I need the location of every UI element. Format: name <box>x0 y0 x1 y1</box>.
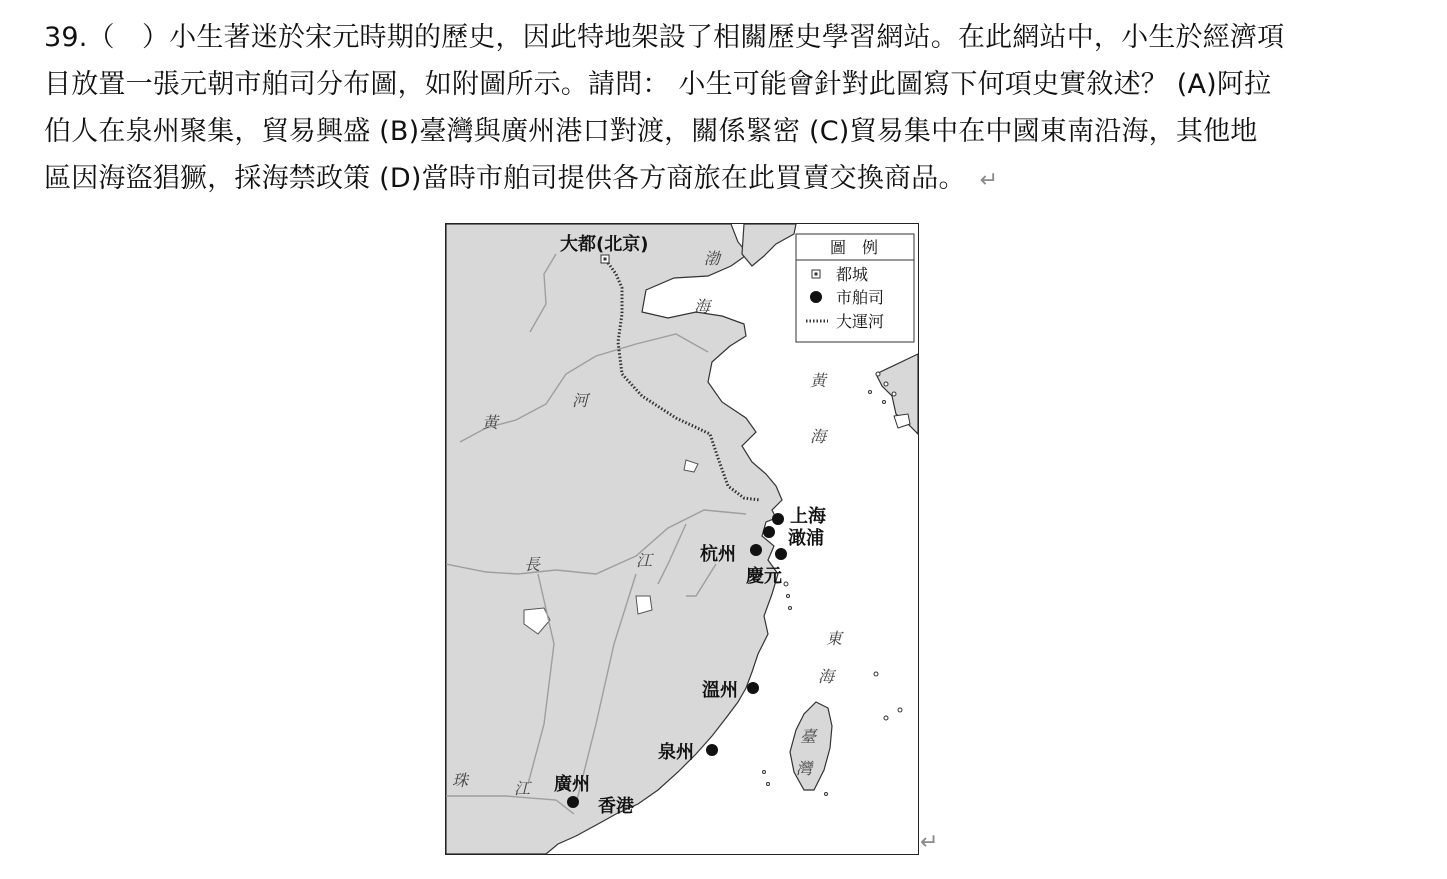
label-hangzhou: 杭州 <box>700 544 736 565</box>
label-ganpu: 澉浦 <box>788 528 824 549</box>
map-return-mark: ↵ <box>920 830 939 855</box>
legend-title: 圖 例 <box>830 238 879 257</box>
label-dadu: 大都(北京) <box>560 234 649 255</box>
label-taiwan-2: 灣 <box>796 759 813 778</box>
port-hangzhou <box>750 544 762 556</box>
label-yellow-sea-2: 海 <box>810 427 827 446</box>
land-mass <box>446 224 782 854</box>
label-shanghai: 上海 <box>790 506 826 527</box>
label-yellow-sea-1: 黃 <box>810 371 827 390</box>
map-figure <box>446 224 918 854</box>
port-ganpu <box>763 526 775 538</box>
map-legend <box>796 234 914 342</box>
yuan-port-office-map <box>445 223 919 855</box>
label-yellow-river-1: 黃 <box>482 413 499 432</box>
label-yellow-river-2: 河 <box>572 391 589 410</box>
label-pearl-2: 江 <box>514 779 531 798</box>
port-wenzhou <box>747 682 759 694</box>
legend-capital-label: 都城 <box>836 265 869 284</box>
question-text <box>44 14 1434 204</box>
label-taiwan-1: 臺 <box>800 727 817 746</box>
label-east-sea-2: 海 <box>818 667 835 686</box>
label-yangtze-2: 江 <box>636 551 653 570</box>
label-quanzhou: 泉州 <box>658 742 694 763</box>
port-qingyuan <box>775 548 787 560</box>
question-line-4-text: 區因海盜猖獗，採海禁政策 (D)當時市舶司提供各方商旅在此買賣交換商品。 <box>44 163 966 194</box>
coastal-islands <box>763 372 911 796</box>
label-east-sea-1: 東 <box>826 629 843 648</box>
question-line-1: 39.（ ）小生著迷於宋元時期的歷史，因此特地架設了相關歷史學習網站。在此網站中，小生於經濟項 <box>44 22 1285 53</box>
port-quanzhou <box>706 744 718 756</box>
label-pearl-1: 珠 <box>452 771 469 790</box>
label-qingyuan: 慶元 <box>746 566 782 587</box>
port-guangzhou <box>567 796 579 808</box>
question-line-4 <box>44 155 1434 204</box>
return-mark: ↵ <box>979 168 999 193</box>
label-wenzhou: 溫州 <box>702 680 738 701</box>
liaodong-land <box>742 224 796 266</box>
question-line-2: 目放置一張元朝市舶司分布圖，如附圖所示。請問： 小生可能會針對此圖寫下何項史實敘述？ (A)阿拉 <box>44 69 1272 100</box>
label-bohai-2: 海 <box>694 297 711 316</box>
legend-port-icon <box>810 291 822 303</box>
port-shanghai <box>772 513 784 525</box>
label-bohai-1: 渤 <box>704 249 721 268</box>
legend-port-label: 市舶司 <box>836 288 885 307</box>
label-hongkong: 香港 <box>598 796 634 817</box>
legend-canal-label: 大運河 <box>836 312 885 331</box>
label-yangtze-1: 長 <box>524 555 541 574</box>
question-line-3: 伯人在泉州聚集，貿易興盛 (B)臺灣與廣州港口對渡，關係緊密 (C)貿易集中在中國東南沿海，其他地 <box>44 116 1258 147</box>
label-guangzhou: 廣州 <box>554 774 590 795</box>
